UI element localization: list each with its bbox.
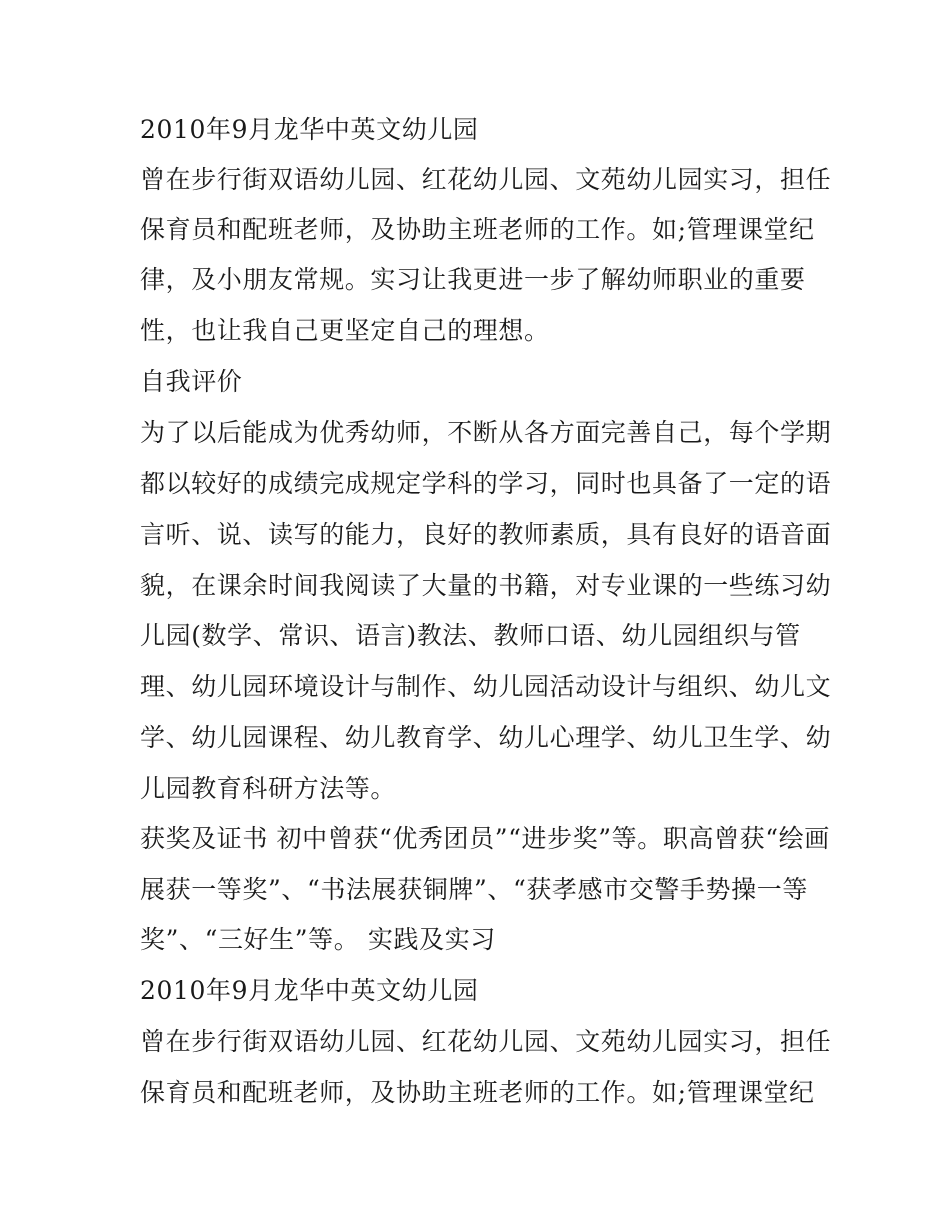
text-line-3: 保育员和配班老师，及协助主班老师的工作。如;管理课堂纪 [140,215,815,244]
text-line-1: 2010年9月龙华中英文幼儿园 [140,115,479,144]
text-line-11: 儿园(数学、常识、语言)教法、教师口语、幼儿园组织与管 [140,621,801,650]
text-line-8: 都以较好的成绩完成规定学科的学习，同时也具备了一定的语 [140,469,832,498]
text-line-12: 理、幼儿园环境设计与制作、幼儿园活动设计与组织、幼儿文 [140,672,832,701]
text-line-2: 曾在步行街双语幼儿园、红花幼儿园、文苑幼儿园实习，担任 [140,165,832,194]
text-line-14: 儿园教育科研方法等。 [140,774,397,803]
text-line-7: 为了以后能成为优秀幼师，不断从各方面完善自己，每个学期 [140,418,832,447]
text-line-16: 展获一等奖”、“书法展获铜牌”、“获孝感市交警手势操一等 [140,875,808,904]
text-line-15: 获奖及证书 初中曾获“优秀团员”“进步奖”等。职高曾获“绘画 [140,824,830,853]
text-line-19: 曾在步行街双语幼儿园、红花幼儿园、文苑幼儿园实习，担任 [140,1027,832,1056]
text-line-13: 学、幼儿园课程、幼儿教育学、幼儿心理学、幼儿卫生学、幼 [140,723,832,752]
text-line-17: 奖”、“三好生”等。 实践及实习 [140,925,496,954]
text-line-4: 律，及小朋友常规。实习让我更进一步了解幼师职业的重要 [140,265,806,294]
text-line-5: 性，也让我自己更坚定自己的理想。 [140,316,550,345]
text-line-10: 貌，在课余时间我阅读了大量的书籍，对专业课的一些练习幼 [140,571,832,600]
section-heading-self-evaluation: 自我评价 [140,367,243,396]
text-line-20: 保育员和配班老师，及协助主班老师的工作。如;管理课堂纪 [140,1078,815,1107]
text-line-18: 2010年9月龙华中英文幼儿园 [140,976,479,1005]
text-line-9: 言听、说、读写的能力，良好的教师素质，具有良好的语音面 [140,520,832,549]
